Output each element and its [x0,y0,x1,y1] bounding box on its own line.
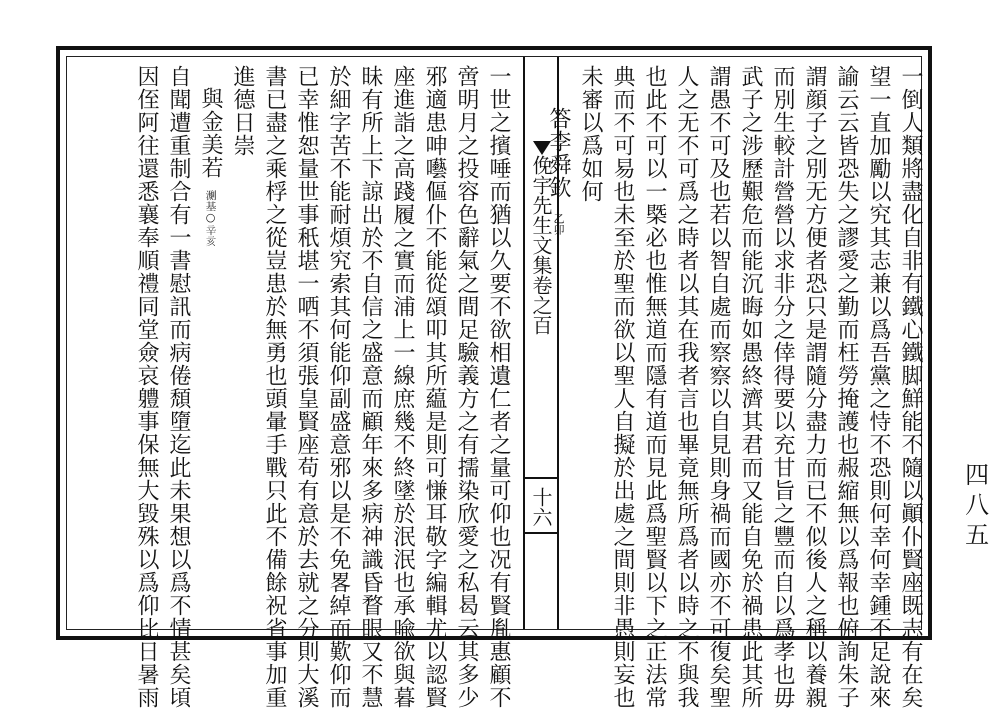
text-column: 而別生較計營營以求非分之倖得要以充甘旨之豐而自以爲孝也毋 [770,65,795,709]
text-column: 諭云云皆恐失之謬愛之勤而枉勞掩護也赧縮無以爲報也俯詢朱子 [834,65,859,709]
text-column: 人之无不可爲之時者以其在我者言也畢竟無所爲者以時之不與我 [674,65,699,709]
text-column: 也此不可以一槩必也惟無道而隱有道而見此爲聖賢以下之正法常 [642,65,667,709]
page-frame [56,46,932,709]
text-column: 啻明月之投容色辭氣之間足驗義方之有擩染欣愛之私曷云其多少 [454,65,479,709]
text-column: 武子之涉歷艱危而能沉晦如愚終濟其君而又能自免於禍患此其所 [738,65,763,709]
text-column: 望一直加勵以究其志兼以爲吾黨之恃不恐則何幸何幸鍾不足說來 [866,65,891,709]
text-column: 邪適患呻囈傴仆不能從頌叩其所藴是則可慊耳敬字編輯尤以認賢 [422,65,447,709]
letter-date-note: 𣽄基○辛亥 [204,189,217,246]
text-column: 於細字苦不能耐煩究索其何能仰副盛意邪以是不免畧綽而歎仰而 [326,65,351,709]
text-column: 因侄阿往還悉襄奉順禮同堂僉哀軆事保無大毀殊以爲仰比日暑雨 [134,65,159,709]
letter-title: 與金美若 [198,87,223,179]
page-number: 四八五 [960,462,989,552]
text-column: 已幸惟恕量世事秖堪一哂不須張皇賢座苟有意於去就之分則大溪 [294,65,319,709]
inner-frame [66,56,923,709]
text-column: 一倒人類將盡化自非有鐵心鐵脚鮮能不隨以顚仆賢座既志有在矣 [898,65,923,709]
fish-tail-ornament-icon [533,141,551,155]
text-column: 昧有所上下諒出於不自信之盛意而顧年來多病神識昏瞀眼又不慧 [358,65,383,709]
text-column: 進德日崇 [230,65,255,157]
text-column: 謂顔子之別无方便者恐只是謂隨分盡力而已不似後人之稱以養親 [802,65,827,709]
collection-title: 俛宇先生文集卷之百 [529,155,553,335]
text-column: 座進詣之高踐履之實而浦上一線庶幾不終墜於泯泯也承喩欲與暮 [390,65,415,709]
center-gutter [523,57,559,629]
text-column: 自聞遭重制合有一書慰訊而病倦頹墮迄此未果想以爲不情甚矣頃 [166,65,191,709]
text-column: 典而不可易也未至於聖而欲以聖人自擬於出處之間則非愚則妄也 [610,65,635,709]
text-column: 一世之擯唾而猶以久要不欲相遺仁者之量可仰也况有賢胤惠顧不 [486,65,511,709]
folio-number: 十六 [529,487,553,527]
text-column: 未審以爲如何 [578,65,603,203]
letter-date-note: 乙卯 [552,213,565,235]
letter-heading [199,87,221,621]
letter-title: 答李舜欽 [546,107,571,199]
text-column: 書已盡之乘桴之從豈患於無勇也頭暈手戰只此不備餘祝省事加重 [262,65,287,709]
text-column: 謂愚不可及也若以智自處而察察以自見則身禍而國亦不可復矣聖 [706,65,731,709]
